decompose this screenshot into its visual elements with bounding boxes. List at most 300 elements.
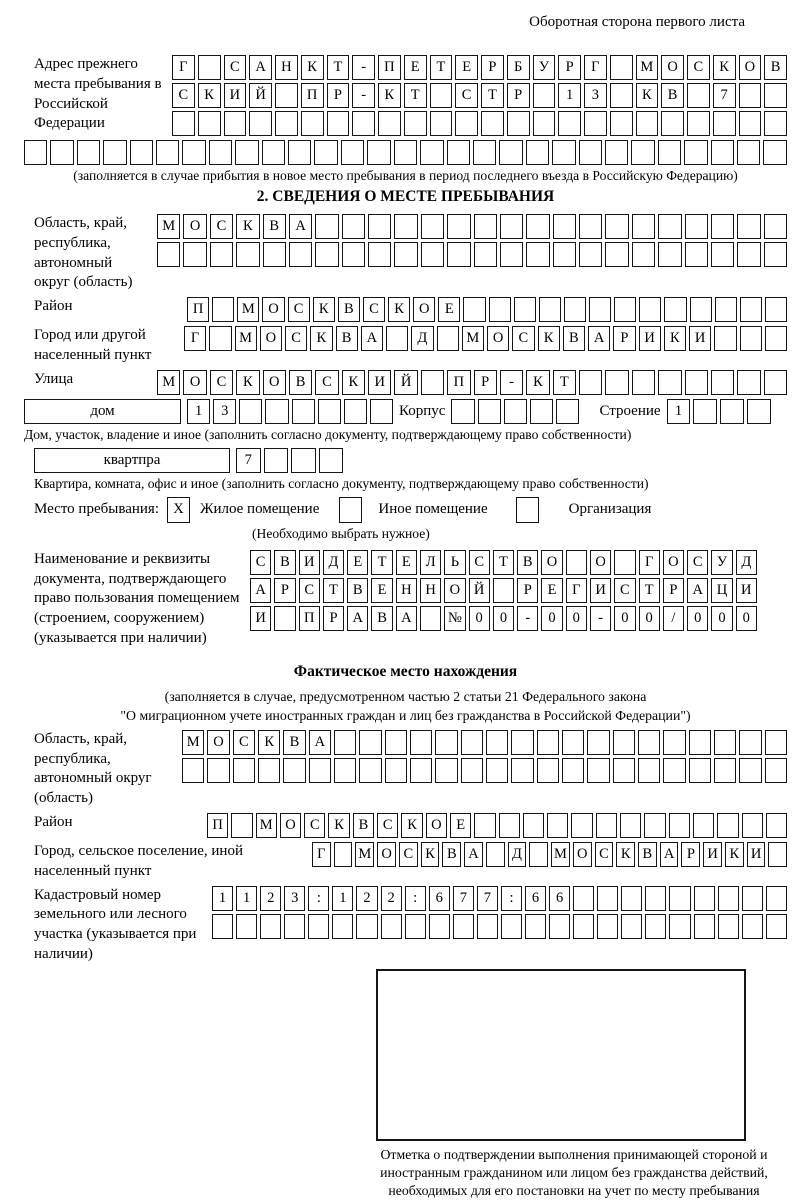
char-cell[interactable]: П xyxy=(378,55,401,80)
char-cell[interactable]: О xyxy=(262,297,284,322)
char-cell[interactable]: Г xyxy=(312,842,331,867)
char-cell[interactable] xyxy=(523,813,544,838)
char-cell[interactable] xyxy=(526,140,549,165)
char-cell[interactable] xyxy=(533,111,556,136)
char-cell[interactable] xyxy=(765,730,787,755)
char-cell[interactable] xyxy=(284,914,305,939)
char-cell[interactable] xyxy=(447,140,470,165)
char-cell[interactable] xyxy=(632,214,655,239)
char-cell[interactable]: - xyxy=(352,55,375,80)
char-cell[interactable]: О xyxy=(263,370,286,395)
char-cell[interactable] xyxy=(288,140,311,165)
char-cell[interactable] xyxy=(669,914,690,939)
house-type-box[interactable]: дом xyxy=(24,399,181,424)
char-cell[interactable] xyxy=(539,297,561,322)
char-cell[interactable] xyxy=(489,297,511,322)
char-cell[interactable]: 6 xyxy=(429,886,450,911)
char-cell[interactable] xyxy=(605,214,628,239)
char-cell[interactable] xyxy=(713,111,736,136)
char-cell[interactable]: К xyxy=(328,813,349,838)
char-cell[interactable]: 6 xyxy=(549,886,570,911)
char-cell[interactable] xyxy=(235,140,258,165)
char-cell[interactable] xyxy=(556,399,579,424)
char-cell[interactable]: А xyxy=(347,606,368,631)
char-cell[interactable]: Ц xyxy=(711,578,732,603)
char-cell[interactable]: О xyxy=(377,842,396,867)
checkbox-organization[interactable] xyxy=(516,497,539,523)
char-cell[interactable] xyxy=(632,370,655,395)
char-cell[interactable] xyxy=(381,914,402,939)
char-cell[interactable]: К xyxy=(388,297,410,322)
char-cell[interactable]: О xyxy=(487,326,509,351)
char-cell[interactable] xyxy=(621,914,642,939)
char-cell[interactable]: Е xyxy=(438,297,460,322)
char-cell[interactable]: Г xyxy=(184,326,206,351)
char-cell[interactable]: В xyxy=(638,842,657,867)
char-cell[interactable]: О xyxy=(183,370,206,395)
char-cell[interactable] xyxy=(275,83,298,108)
char-cell[interactable]: И xyxy=(689,326,711,351)
char-cell[interactable] xyxy=(766,886,787,911)
char-cell[interactable]: Е xyxy=(404,55,427,80)
char-cell[interactable]: И xyxy=(299,550,320,575)
char-cell[interactable] xyxy=(579,242,602,267)
char-cell[interactable]: Д xyxy=(736,550,757,575)
char-cell[interactable] xyxy=(410,758,432,783)
char-cell[interactable]: 7 xyxy=(453,886,474,911)
char-cell[interactable] xyxy=(693,813,714,838)
char-cell[interactable]: В xyxy=(338,297,360,322)
char-cell[interactable]: С xyxy=(455,83,478,108)
char-cell[interactable]: О xyxy=(573,842,592,867)
char-cell[interactable] xyxy=(385,758,407,783)
checkbox-other-premises[interactable] xyxy=(339,497,362,523)
char-cell[interactable]: 3 xyxy=(584,83,607,108)
char-cell[interactable]: Л xyxy=(420,550,441,575)
char-cell[interactable]: И xyxy=(590,578,611,603)
char-cell[interactable] xyxy=(638,730,660,755)
char-cell[interactable]: В xyxy=(764,55,787,80)
char-cell[interactable]: Т xyxy=(481,83,504,108)
char-cell[interactable]: К xyxy=(301,55,324,80)
char-cell[interactable]: И xyxy=(224,83,247,108)
char-cell[interactable]: О xyxy=(183,214,206,239)
char-cell[interactable] xyxy=(172,111,195,136)
char-cell[interactable] xyxy=(342,214,365,239)
char-cell[interactable]: О xyxy=(280,813,301,838)
char-cell[interactable] xyxy=(236,914,257,939)
char-cell[interactable]: - xyxy=(517,606,538,631)
char-cell[interactable] xyxy=(50,140,73,165)
char-cell[interactable] xyxy=(421,242,444,267)
char-cell[interactable] xyxy=(711,214,734,239)
char-cell[interactable] xyxy=(562,730,584,755)
char-cell[interactable]: П xyxy=(207,813,228,838)
char-cell[interactable]: 6 xyxy=(525,886,546,911)
char-cell[interactable] xyxy=(500,242,523,267)
char-cell[interactable]: Д xyxy=(411,326,433,351)
char-cell[interactable]: С xyxy=(363,297,385,322)
char-cell[interactable] xyxy=(639,297,661,322)
char-cell[interactable] xyxy=(507,111,530,136)
char-cell[interactable]: И xyxy=(747,842,766,867)
char-cell[interactable]: Т xyxy=(323,578,344,603)
char-cell[interactable]: В xyxy=(263,214,286,239)
char-cell[interactable]: 2 xyxy=(260,886,281,911)
char-cell[interactable] xyxy=(764,83,787,108)
char-cell[interactable]: 2 xyxy=(381,886,402,911)
char-cell[interactable] xyxy=(566,550,587,575)
char-cell[interactable]: 1 xyxy=(558,83,581,108)
char-cell[interactable]: Й xyxy=(469,578,490,603)
char-cell[interactable]: А xyxy=(687,578,708,603)
char-cell[interactable] xyxy=(368,214,391,239)
char-cell[interactable] xyxy=(765,326,787,351)
char-cell[interactable]: В xyxy=(274,550,295,575)
char-cell[interactable] xyxy=(394,214,417,239)
char-cell[interactable]: В xyxy=(442,842,461,867)
char-cell[interactable]: О xyxy=(590,550,611,575)
char-cell[interactable]: 1 xyxy=(212,886,233,911)
char-cell[interactable] xyxy=(689,730,711,755)
char-cell[interactable]: - xyxy=(590,606,611,631)
char-cell[interactable] xyxy=(308,914,329,939)
char-cell[interactable] xyxy=(661,111,684,136)
char-cell[interactable]: М xyxy=(235,326,257,351)
char-cell[interactable] xyxy=(766,914,787,939)
char-cell[interactable] xyxy=(477,914,498,939)
char-cell[interactable]: 0 xyxy=(687,606,708,631)
char-cell[interactable]: И xyxy=(368,370,391,395)
char-cell[interactable]: М xyxy=(157,370,180,395)
char-cell[interactable] xyxy=(437,326,459,351)
char-cell[interactable]: К xyxy=(616,842,635,867)
char-cell[interactable] xyxy=(486,730,508,755)
char-cell[interactable]: Д xyxy=(323,550,344,575)
char-cell[interactable]: И xyxy=(736,578,757,603)
char-cell[interactable] xyxy=(645,886,666,911)
char-cell[interactable] xyxy=(737,242,760,267)
char-cell[interactable]: № xyxy=(444,606,465,631)
char-cell[interactable] xyxy=(499,140,522,165)
char-cell[interactable] xyxy=(742,813,763,838)
char-cell[interactable]: 0 xyxy=(566,606,587,631)
char-cell[interactable]: О xyxy=(260,326,282,351)
char-cell[interactable]: К xyxy=(198,83,221,108)
char-cell[interactable] xyxy=(714,326,736,351)
char-cell[interactable] xyxy=(525,914,546,939)
char-cell[interactable] xyxy=(766,813,787,838)
char-cell[interactable] xyxy=(410,730,432,755)
char-cell[interactable]: С xyxy=(299,578,320,603)
char-cell[interactable]: С xyxy=(288,297,310,322)
char-cell[interactable] xyxy=(573,914,594,939)
char-cell[interactable]: В xyxy=(661,83,684,108)
char-cell[interactable]: Г xyxy=(566,578,587,603)
char-cell[interactable] xyxy=(718,886,739,911)
char-cell[interactable] xyxy=(385,730,407,755)
char-cell[interactable] xyxy=(547,813,568,838)
char-cell[interactable] xyxy=(405,914,426,939)
char-cell[interactable] xyxy=(103,140,126,165)
char-cell[interactable] xyxy=(605,370,628,395)
char-cell[interactable] xyxy=(289,242,312,267)
char-cell[interactable] xyxy=(765,758,787,783)
char-cell[interactable] xyxy=(739,730,761,755)
char-cell[interactable]: С xyxy=(595,842,614,867)
char-cell[interactable]: С xyxy=(687,55,710,80)
char-cell[interactable] xyxy=(658,242,681,267)
char-cell[interactable] xyxy=(685,370,708,395)
char-cell[interactable]: Е xyxy=(455,55,478,80)
char-cell[interactable]: Р xyxy=(517,578,538,603)
char-cell[interactable] xyxy=(455,111,478,136)
char-cell[interactable] xyxy=(239,399,262,424)
char-cell[interactable]: К xyxy=(401,813,422,838)
char-cell[interactable] xyxy=(658,370,681,395)
char-cell[interactable] xyxy=(368,242,391,267)
char-cell[interactable]: М xyxy=(355,842,374,867)
char-cell[interactable]: М xyxy=(256,813,277,838)
char-cell[interactable] xyxy=(342,242,365,267)
char-cell[interactable] xyxy=(224,111,247,136)
char-cell[interactable]: О xyxy=(661,55,684,80)
char-cell[interactable] xyxy=(474,813,495,838)
char-cell[interactable] xyxy=(739,111,762,136)
char-cell[interactable] xyxy=(486,842,505,867)
char-cell[interactable] xyxy=(763,140,786,165)
char-cell[interactable] xyxy=(597,886,618,911)
char-cell[interactable] xyxy=(341,140,364,165)
char-cell[interactable] xyxy=(589,297,611,322)
char-cell[interactable] xyxy=(747,399,771,424)
char-cell[interactable]: И xyxy=(639,326,661,351)
char-cell[interactable]: С xyxy=(399,842,418,867)
char-cell[interactable] xyxy=(474,242,497,267)
char-cell[interactable] xyxy=(739,758,761,783)
char-cell[interactable]: О xyxy=(663,550,684,575)
char-cell[interactable] xyxy=(764,111,787,136)
char-cell[interactable] xyxy=(318,399,341,424)
char-cell[interactable]: С xyxy=(250,550,271,575)
char-cell[interactable] xyxy=(481,111,504,136)
char-cell[interactable]: В xyxy=(371,606,392,631)
char-cell[interactable] xyxy=(327,111,350,136)
char-cell[interactable]: А xyxy=(588,326,610,351)
char-cell[interactable]: В xyxy=(347,578,368,603)
apartment-type-box[interactable]: квартпра xyxy=(34,448,230,473)
char-cell[interactable] xyxy=(579,140,602,165)
char-cell[interactable] xyxy=(461,758,483,783)
char-cell[interactable] xyxy=(511,730,533,755)
char-cell[interactable] xyxy=(386,326,408,351)
char-cell[interactable] xyxy=(553,214,576,239)
char-cell[interactable]: Е xyxy=(450,813,471,838)
char-cell[interactable]: В xyxy=(563,326,585,351)
char-cell[interactable]: А xyxy=(249,55,272,80)
char-cell[interactable] xyxy=(764,214,787,239)
char-cell[interactable] xyxy=(715,297,737,322)
char-cell[interactable] xyxy=(526,214,549,239)
char-cell[interactable]: К xyxy=(421,842,440,867)
char-cell[interactable]: С xyxy=(210,214,233,239)
char-cell[interactable] xyxy=(526,242,549,267)
char-cell[interactable]: М xyxy=(636,55,659,80)
char-cell[interactable] xyxy=(552,140,575,165)
char-cell[interactable]: Е xyxy=(396,550,417,575)
char-cell[interactable]: 0 xyxy=(541,606,562,631)
char-cell[interactable]: Р xyxy=(274,578,295,603)
char-cell[interactable]: О xyxy=(207,730,229,755)
char-cell[interactable] xyxy=(209,140,232,165)
char-cell[interactable] xyxy=(737,370,760,395)
char-cell[interactable] xyxy=(420,140,443,165)
char-cell[interactable] xyxy=(587,758,609,783)
char-cell[interactable] xyxy=(77,140,100,165)
char-cell[interactable] xyxy=(737,140,760,165)
char-cell[interactable]: К xyxy=(636,83,659,108)
char-cell[interactable]: Р xyxy=(481,55,504,80)
char-cell[interactable]: С xyxy=(377,813,398,838)
char-cell[interactable]: С xyxy=(224,55,247,80)
char-cell[interactable] xyxy=(742,886,763,911)
char-cell[interactable] xyxy=(212,914,233,939)
char-cell[interactable]: Р xyxy=(558,55,581,80)
char-cell[interactable]: Т xyxy=(430,55,453,80)
char-cell[interactable]: Т xyxy=(371,550,392,575)
char-cell[interactable] xyxy=(511,758,533,783)
char-cell[interactable] xyxy=(562,758,584,783)
char-cell[interactable]: П xyxy=(187,297,209,322)
char-cell[interactable]: А xyxy=(361,326,383,351)
char-cell[interactable] xyxy=(157,242,180,267)
char-cell[interactable]: С xyxy=(172,83,195,108)
char-cell[interactable] xyxy=(610,83,633,108)
char-cell[interactable] xyxy=(739,83,762,108)
char-cell[interactable] xyxy=(309,758,331,783)
char-cell[interactable]: А xyxy=(464,842,483,867)
char-cell[interactable] xyxy=(453,914,474,939)
char-cell[interactable] xyxy=(669,886,690,911)
char-cell[interactable]: 7 xyxy=(236,448,261,473)
char-cell[interactable]: А xyxy=(250,578,271,603)
char-cell[interactable]: М xyxy=(157,214,180,239)
char-cell[interactable] xyxy=(156,140,179,165)
char-cell[interactable] xyxy=(370,399,393,424)
char-cell[interactable] xyxy=(645,914,666,939)
char-cell[interactable] xyxy=(263,242,286,267)
char-cell[interactable] xyxy=(249,111,272,136)
char-cell[interactable] xyxy=(435,758,457,783)
char-cell[interactable]: 1 xyxy=(332,886,353,911)
char-cell[interactable]: С xyxy=(469,550,490,575)
char-cell[interactable]: К xyxy=(236,214,259,239)
char-cell[interactable]: Н xyxy=(275,55,298,80)
char-cell[interactable]: 0 xyxy=(639,606,660,631)
char-cell[interactable]: И xyxy=(250,606,271,631)
char-cell[interactable] xyxy=(500,214,523,239)
char-cell[interactable] xyxy=(504,399,527,424)
char-cell[interactable] xyxy=(209,326,231,351)
char-cell[interactable] xyxy=(435,730,457,755)
char-cell[interactable] xyxy=(493,578,514,603)
char-cell[interactable]: С xyxy=(614,578,635,603)
char-cell[interactable] xyxy=(669,813,690,838)
char-cell[interactable]: 1 xyxy=(236,886,257,911)
char-cell[interactable]: 1 xyxy=(187,399,210,424)
char-cell[interactable]: Г xyxy=(639,550,660,575)
char-cell[interactable] xyxy=(614,297,636,322)
char-cell[interactable] xyxy=(420,606,441,631)
char-cell[interactable] xyxy=(663,730,685,755)
char-cell[interactable] xyxy=(558,111,581,136)
char-cell[interactable] xyxy=(620,813,641,838)
char-cell[interactable] xyxy=(579,214,602,239)
char-cell[interactable]: К xyxy=(258,730,280,755)
char-cell[interactable]: О xyxy=(444,578,465,603)
char-cell[interactable] xyxy=(711,242,734,267)
char-cell[interactable]: С xyxy=(687,550,708,575)
char-cell[interactable] xyxy=(332,914,353,939)
char-cell[interactable] xyxy=(571,813,592,838)
char-cell[interactable]: - xyxy=(352,83,375,108)
char-cell[interactable] xyxy=(605,242,628,267)
char-cell[interactable] xyxy=(182,758,204,783)
char-cell[interactable] xyxy=(291,448,316,473)
char-cell[interactable] xyxy=(421,370,444,395)
char-cell[interactable] xyxy=(130,140,153,165)
char-cell[interactable] xyxy=(334,758,356,783)
char-cell[interactable] xyxy=(614,550,635,575)
char-cell[interactable] xyxy=(314,140,337,165)
char-cell[interactable] xyxy=(664,297,686,322)
char-cell[interactable] xyxy=(182,140,205,165)
char-cell[interactable]: У xyxy=(711,550,732,575)
char-cell[interactable]: К xyxy=(713,55,736,80)
char-cell[interactable] xyxy=(714,730,736,755)
char-cell[interactable] xyxy=(711,370,734,395)
char-cell[interactable] xyxy=(573,886,594,911)
char-cell[interactable] xyxy=(421,214,444,239)
char-cell[interactable] xyxy=(198,55,221,80)
char-cell[interactable] xyxy=(474,214,497,239)
char-cell[interactable] xyxy=(693,399,717,424)
char-cell[interactable]: П xyxy=(299,606,320,631)
char-cell[interactable] xyxy=(198,111,221,136)
char-cell[interactable]: С xyxy=(512,326,534,351)
char-cell[interactable] xyxy=(644,813,665,838)
char-cell[interactable]: Н xyxy=(420,578,441,603)
char-cell[interactable]: С xyxy=(315,370,338,395)
char-cell[interactable] xyxy=(663,758,685,783)
char-cell[interactable]: 2 xyxy=(356,886,377,911)
char-cell[interactable]: В xyxy=(289,370,312,395)
char-cell[interactable] xyxy=(499,813,520,838)
char-cell[interactable]: М xyxy=(237,297,259,322)
char-cell[interactable] xyxy=(283,758,305,783)
char-cell[interactable]: О xyxy=(541,550,562,575)
char-cell[interactable] xyxy=(597,914,618,939)
char-cell[interactable] xyxy=(658,214,681,239)
char-cell[interactable] xyxy=(367,140,390,165)
char-cell[interactable]: С xyxy=(210,370,233,395)
char-cell[interactable] xyxy=(378,111,401,136)
char-cell[interactable]: Б xyxy=(507,55,530,80)
char-cell[interactable]: Ь xyxy=(444,550,465,575)
char-cell[interactable] xyxy=(319,448,344,473)
char-cell[interactable]: Й xyxy=(249,83,272,108)
char-cell[interactable] xyxy=(292,399,315,424)
